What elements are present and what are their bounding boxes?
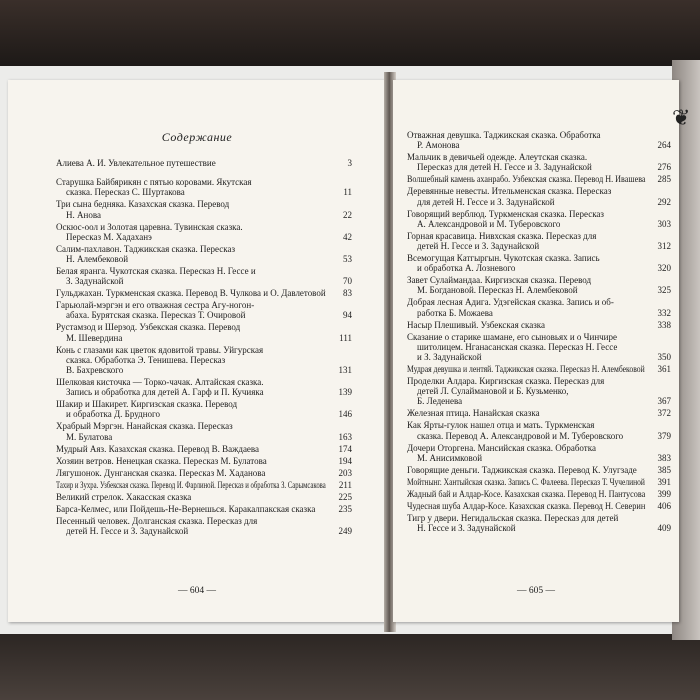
toc-entry-text: Великий стрелок. Хакасская сказка: [56, 491, 192, 502]
page-number-right: — 605 —: [517, 586, 555, 596]
toc-entry-page: 235: [338, 503, 352, 514]
toc-entry: [407, 231, 671, 251]
toc-entry: [56, 158, 352, 168]
toc-entry-page: 211: [338, 479, 352, 490]
toc-entry-text: детей Н. Гессе и З. Задунайской: [417, 241, 540, 252]
toc-entry: [407, 465, 671, 475]
toc-entry-text: Храбрый Мэргэн. Нанайская сказка. Пересказ: [56, 421, 233, 432]
toc-entry-text: Волшебный камень аханрабо. Узбекская сказка. Перевод Н. Ивашева: [407, 174, 646, 185]
toc-entry: [56, 399, 352, 419]
toc-entry-text: Добрая лесная Адига. Удэгейская сказка. Запись и об-: [407, 297, 614, 308]
toc-entry-page: 139: [338, 387, 352, 398]
toc-entry-page: 83: [343, 288, 352, 299]
right-page: [393, 80, 679, 622]
toc-entry-page: 338: [657, 319, 671, 330]
toc-entry: [56, 222, 352, 242]
table-background-top: [0, 0, 700, 66]
toc-entry-text: и обработка А. Лозневого: [417, 263, 516, 274]
toc-entry-text: Б. Леденева: [417, 396, 463, 407]
toc-entry: [56, 199, 352, 219]
toc-entry: [407, 513, 671, 533]
toc-entry: [407, 152, 671, 172]
toc-entry: [407, 501, 671, 511]
toc-entry-page: 320: [657, 263, 671, 274]
toc-entry-text: З. Задунайской: [66, 276, 124, 287]
toc-heading: Содержание: [161, 130, 233, 144]
toc-entry-text: Рустамзод и Шерзод. Узбекская сказка. Перевод: [56, 322, 241, 333]
toc-entry-page: 372: [657, 408, 671, 419]
toc-entry-page: 406: [657, 500, 671, 511]
toc-entry-text: Мудрая девушка и лентяй. Таджикская сказка. Пересказ Н. Алембековой: [407, 364, 645, 375]
toc-entry-text: Железная птица. Нанайская сказка: [407, 408, 540, 419]
toc-entry-text: Как Ярты-гулок нашел отца и мать. Туркменская: [407, 420, 595, 431]
toc-entry-page: 332: [657, 307, 671, 318]
toc-entry-page: 131: [338, 365, 352, 376]
toc-entry-text: Тахир и Зухра. Узбекская сказка. Перевод И. Фарлиной. Пересказ и обработка З. Сарымсакова: [56, 479, 326, 490]
left-page: [8, 80, 386, 622]
toc-entry-page: 391: [657, 476, 671, 487]
toc-entry-page: 383: [657, 452, 671, 463]
bookmark-ornament-icon: ❦: [672, 106, 691, 131]
toc-entry-text: Запись и обработка для детей А. Гарф и П. Кучияка: [66, 387, 264, 398]
toc-entry: [407, 364, 671, 374]
toc-entry-page: 285: [657, 174, 671, 185]
toc-entry-text: Хозяин ветров. Ненецкая сказка. Пересказ М. Булатова: [56, 455, 267, 466]
toc-entry-text: Конь с глазами как цветок ядовитой травы. Уйгурская: [56, 344, 264, 355]
toc-entry-page: 174: [338, 443, 352, 454]
toc-entry-text: детей Н. Гессе и З. Задунайской: [66, 525, 189, 536]
toc-entry-page: 367: [657, 396, 671, 407]
toc-entry: [407, 408, 671, 418]
toc-entry-page: 53: [343, 254, 352, 265]
toc-entry: [407, 443, 671, 463]
toc-entry-text: Тигр у двери. Негидальская сказка. Пересказ для детей: [407, 512, 619, 523]
toc-entry: [407, 186, 671, 206]
toc-entry: [56, 468, 352, 478]
toc-entry-page: 312: [657, 241, 671, 252]
toc-entry-text: Барса-Келмес, или Пойдешь-Не-Вернешься. Каракалпакская сказка: [56, 503, 316, 514]
toc-entry-text: Горная красавица. Нивхская сказка. Пересказ для: [407, 230, 597, 241]
toc-entry-text: Три сына бедняка. Казахская сказка. Перевод: [56, 199, 230, 210]
toc-entry-page: 146: [338, 409, 352, 420]
toc-entry: [56, 444, 352, 454]
toc-entry-text: М. Анисимковой: [417, 452, 483, 463]
toc-entry-page: 3: [347, 158, 352, 168]
toc-entry-text: Отважная девушка. Таджикская сказка. Обработка: [407, 130, 601, 140]
toc-entry: [56, 480, 352, 490]
toc-entry-text: Сказание о старике шамане, его сыновьях и о Чинчире: [407, 331, 617, 342]
toc-entry: [56, 421, 352, 441]
toc-entry-page: 385: [657, 464, 671, 475]
toc-entry-page: 303: [657, 218, 671, 229]
toc-entry: [56, 516, 352, 536]
toc-entry-text: Мудрый Аяз. Казахская сказка. Перевод В. Важдаева: [56, 443, 260, 454]
toc-entry: [407, 477, 671, 487]
toc-entry-text: Салим-пахлавон. Таджикская сказка. Пересказ: [56, 243, 236, 254]
toc-entry-page: 292: [657, 196, 671, 207]
toc-entry: [56, 288, 352, 298]
toc-entry-page: 264: [657, 140, 671, 151]
toc-entry-text: Проделки Алдара. Киргизская сказка. Пересказ для: [407, 376, 605, 387]
toc-entry-text: Лягушонок. Дунганская сказка. Пересказ М. Хаданова: [56, 467, 266, 478]
toc-entry-text: Песенный человек. Долганская сказка. Пересказ для: [56, 515, 258, 526]
toc-entry: [56, 377, 352, 397]
toc-entry: [407, 332, 671, 363]
toc-entry-text: Шелковая кисточка — Торко-чачак. Алтайская сказка.: [56, 377, 264, 388]
toc-entry-page: 409: [657, 523, 671, 534]
toc-entry-page: 194: [338, 455, 352, 466]
toc-entry-text: Н. Анова: [66, 209, 101, 220]
toc-entry-text: Р. Амонова: [417, 140, 460, 151]
toc-entries-right: [407, 130, 671, 535]
toc-entry: [407, 174, 671, 184]
toc-entry-text: Оскюс-оол и Золотая царевна. Тувинская сказка.: [56, 221, 243, 232]
toc-entry-text: сказка. Пересказ С. Шуртакова: [66, 187, 185, 198]
toc-entry-text: сказка. Обработка Э. Тенишева. Пересказ: [66, 354, 226, 365]
toc-entry-text: детей Л. Сулаймановой и Б. Кузьменко,: [417, 386, 569, 397]
toc-entry-page: 22: [343, 209, 352, 220]
toc-entry-page: 379: [657, 430, 671, 441]
toc-entry-text: Деревянные невесты. Ительменская сказка. Пересказ: [407, 186, 612, 197]
toc-entry-text: Дочери Оторгена. Мансийская сказка. Обработка: [407, 442, 596, 453]
toc-entry-page: 203: [338, 467, 352, 478]
toc-entry: [56, 300, 352, 320]
toc-entry-text: Чудесная шуба Алдар-Косе. Казахская сказка. Перевод Н. Северин: [407, 500, 646, 511]
toc-entry-text: Говорящий верблюд. Туркменская сказка. Пересказ: [407, 208, 604, 219]
toc-entry-text: М. Булатова: [66, 431, 113, 442]
toc-entry: [56, 266, 352, 286]
toc-entry-text: Пересказ М. Хадаханэ: [66, 231, 152, 242]
toc-entry-text: Мойтнынг. Хантыйская сказка. Запись С. Фалеева. Пересказ Т. Чучелиной: [407, 476, 645, 487]
toc-entry-text: Алиева А. И. Увлекательное путешествие: [56, 158, 216, 168]
toc-entry-text: Н. Алембековой: [66, 254, 129, 265]
toc-entry: [407, 253, 671, 273]
toc-entry-text: Мальчик в девичьей одежде. Алеутская сказка.: [407, 152, 588, 163]
toc-entry: [407, 130, 671, 150]
toc-entry: [56, 456, 352, 466]
toc-entry-text: Жадный бай и Алдар-Косе. Казахская сказка. Перевод Н. Пантусова: [407, 488, 646, 499]
toc-entry-page: 70: [343, 276, 352, 287]
toc-entry-text: работка Б. Можаева: [417, 307, 493, 318]
toc-entry-text: М. Шевердина: [66, 332, 123, 343]
toc-entry-page: 399: [657, 488, 671, 499]
toc-entry-text: Говорящие деньги. Таджикская сказка. Перевод К. Улугзаде: [407, 464, 637, 475]
toc-entry-page: 163: [338, 431, 352, 442]
toc-entry-page: 361: [657, 364, 671, 375]
toc-entry: [56, 504, 352, 514]
toc-entry: [56, 244, 352, 264]
toc-entry-text: М. Богдановой. Пересказ Н. Алембековой: [417, 285, 578, 296]
toc-entry-text: Старушка Байбярикян с пятью коровами. Якутская: [56, 177, 252, 188]
toc-entry-text: абаха. Бурятская сказка. Пересказ Т. Очировой: [66, 310, 246, 321]
table-background-bottom: [0, 634, 700, 700]
toc-entry-page: 42: [343, 231, 352, 242]
toc-entry: [407, 297, 671, 317]
toc-entry-text: и З. Задунайской: [417, 352, 482, 363]
toc-entry: [56, 345, 352, 376]
toc-entry-text: и обработка Д. Брудного: [66, 409, 160, 420]
toc-entry-text: Шакир и Шакирет. Киргизская сказка. Перевод: [56, 399, 238, 410]
toc-entry: [407, 275, 671, 295]
toc-entry: [407, 376, 671, 407]
toc-entry-page: 111: [339, 332, 352, 343]
toc-entry-text: А. Александровой и М. Туберовского: [417, 218, 561, 229]
toc-entry-text: для детей Н. Гессе и З. Задунайской: [417, 196, 555, 207]
toc-entry-page: 249: [338, 525, 352, 536]
toc-entry: [407, 489, 671, 499]
page-number-left: — 604 —: [178, 586, 216, 596]
toc-entry-text: шитолицем. Нганасанская сказка. Пересказ Н. Гессе: [417, 341, 618, 352]
toc-entry-page: 11: [343, 187, 352, 198]
toc-entry: [56, 492, 352, 502]
toc-entry: [407, 420, 671, 440]
toc-entry: [407, 320, 671, 330]
toc-entry-page: 325: [657, 285, 671, 296]
toc-entry-text: Белая яранга. Чукотская сказка. Пересказ Н. Гессе и: [56, 266, 256, 277]
toc-entry: [56, 322, 352, 342]
toc-entry-page: 94: [343, 310, 352, 321]
toc-entry-text: В. Бахревского: [66, 365, 124, 376]
toc-entry-page: 276: [657, 162, 671, 173]
toc-entry-text: Н. Гессе и З. Задунайской: [417, 523, 516, 534]
toc-entry-text: сказка. Перевод А. Александровой и М. Туберовского: [417, 430, 624, 441]
toc-entry-text: Гульджахан. Туркменская сказка. Перевод В. Чулкова и О. Давлетовой: [56, 288, 326, 299]
toc-entry-page: 350: [657, 352, 671, 363]
toc-entry-text: Насыр Плешивый. Узбекская сказка: [407, 319, 545, 330]
toc-entry-page: 225: [338, 491, 352, 502]
toc-entry: [407, 209, 671, 229]
toc-entry-text: Гарьюлай-мэргэн и его отважная сестра Агу-ногон-: [56, 300, 255, 311]
toc-entry-text: Завет Сулаймандаа. Киргизская сказка. Перевод: [407, 275, 592, 286]
toc-entries-left: [56, 158, 352, 538]
toc-entry-text: Всемогущая Катгыргын. Чукотская сказка. Запись: [407, 253, 600, 264]
toc-entry: [56, 177, 352, 197]
toc-entry-text: Пересказ для детей Н. Гессе и З. Задунайской: [417, 162, 592, 173]
